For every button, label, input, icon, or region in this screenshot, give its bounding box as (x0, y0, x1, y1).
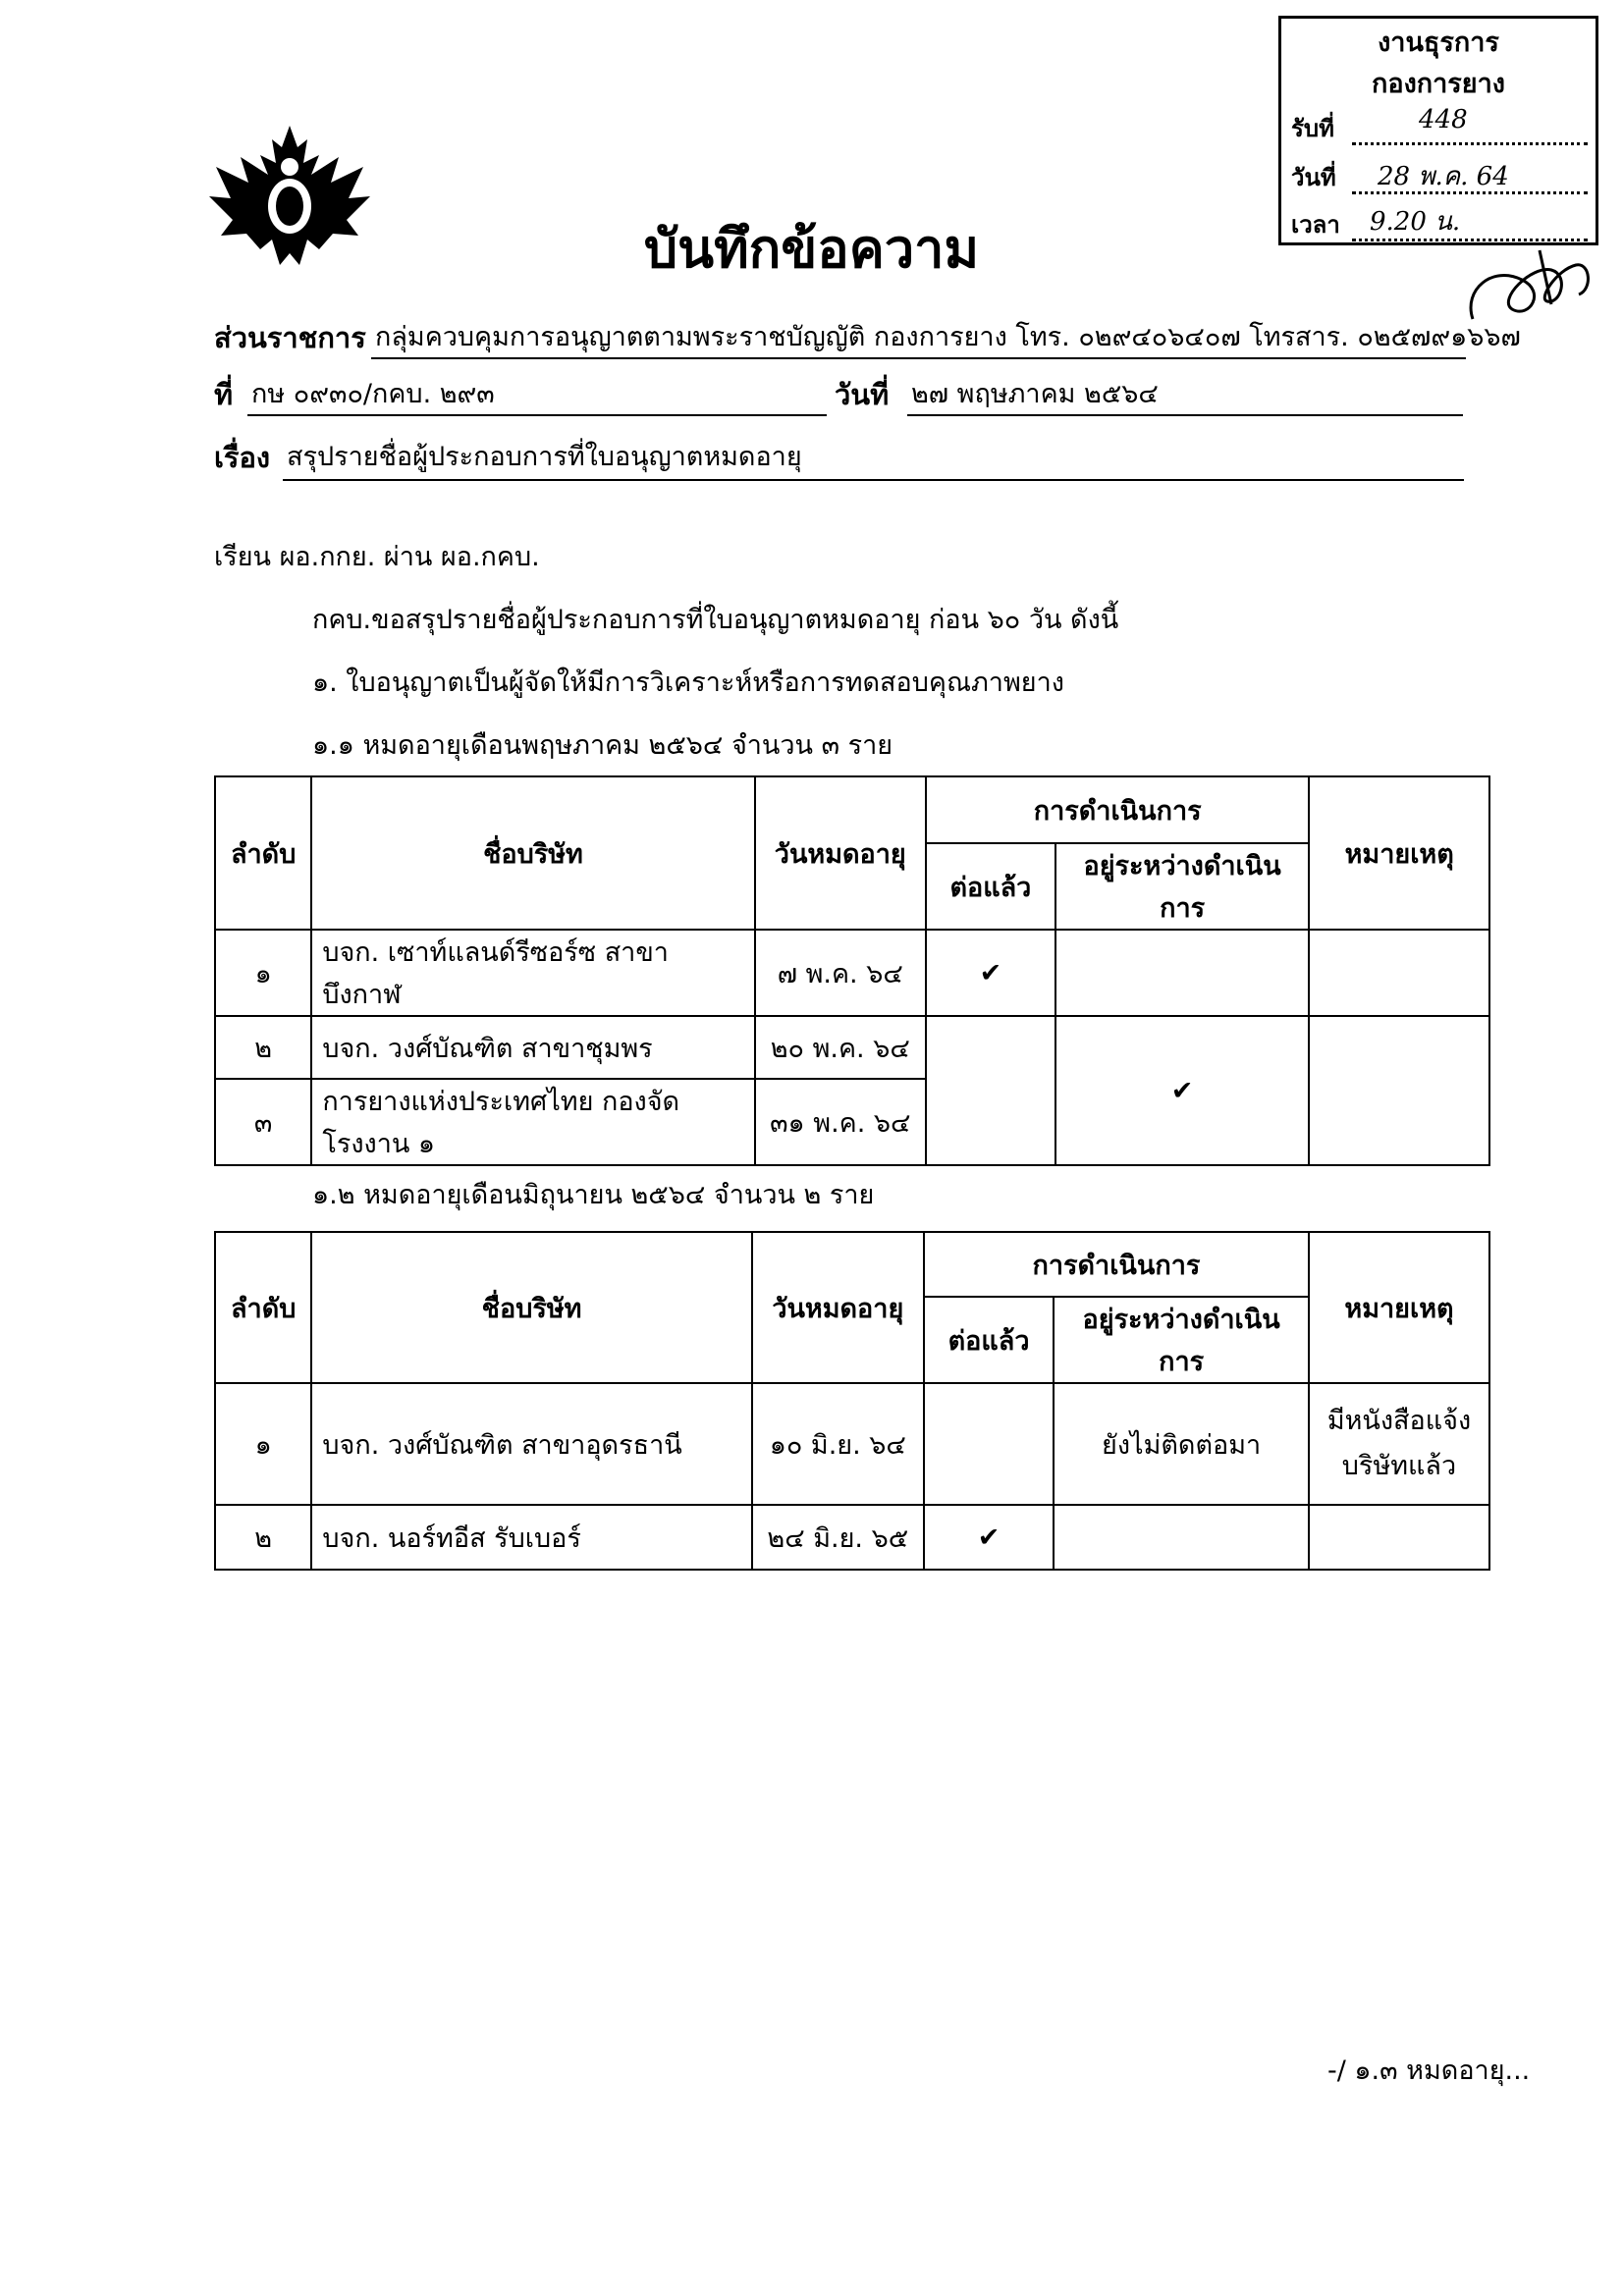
date-value: ๒๗ พฤษภาคม ๒๕๖๔ (911, 379, 1159, 409)
date-label: วันที่ (835, 378, 890, 411)
header-no: ลำดับ (215, 1232, 311, 1383)
table-row: ๒ บจก. วงศ์บัณฑิต สาขาชุมพร ๒๐ พ.ค. ๖๔ ✔ (215, 1016, 1489, 1079)
subject-value: สรุปรายชื่อผู้ประกอบการที่ใบอนุญาตหมดอายุ (287, 442, 802, 472)
table-row: ๑ บจก. เซาท์แลนด์รีซอร์ซ สาขาบึงกาฬ ๗ พ.ค. ๖๔ ✔ (215, 930, 1489, 1016)
subject-label: เรื่อง (214, 441, 271, 474)
table-row: ๓ การยางแห่งประเทศไทย กองจัดโรงงาน ๑ ๓๑ พ.ค. ๖๔ (215, 1079, 1489, 1165)
agency-label: ส่วนราชการ (214, 321, 366, 354)
stamp-date-label: วันที่ (1291, 164, 1336, 191)
header-expiry: วันหมดอายุ (755, 776, 926, 930)
header-remark: หมายเหตุ (1309, 776, 1489, 930)
stamp-time-value: 9.20 น. (1370, 207, 1461, 237)
continuation-note: -/ ๑.๓ หมดอายุ... (1327, 2056, 1531, 2086)
salutation: เรียน ผอ.กกย. ผ่าน ผอ.กคบ. (214, 542, 540, 572)
check-mark: ✔ (926, 930, 1055, 1016)
stamp-division: กองการยาง (1372, 69, 1505, 99)
agency-value: กลุ่มควบคุมการอนุญาตตามพระราชบัญญัติ กองการยาง โทร. ๐๒๙๔๐๖๔๐๗ โทรสาร. ๐๒๕๗๙๑๖๖๗ (375, 322, 1521, 352)
stamp-received-label: รับที่ (1291, 115, 1334, 142)
stamp-time-label: เวลา (1291, 211, 1340, 239)
header-remark: หมายเหตุ (1309, 1232, 1489, 1383)
header-in-progress: อยู่ระหว่างดำเนินการ (1054, 1297, 1309, 1383)
remark-cell: มีหนังสือแจ้ง บริษัทแล้ว (1309, 1383, 1489, 1505)
section-1-2-heading: ๑.๒ หมดอายุเดือนมิถุนายน ๒๕๖๔ จำนวน ๒ ราย (312, 1180, 875, 1210)
table-row: ๒ บจก. นอร์ทอีส รับเบอร์ ๒๔ มิ.ย. ๖๕ ✔ (215, 1505, 1489, 1570)
table-row: ๑ บจก. วงศ์บัณฑิต สาขาอุดรธานี ๑๐ มิ.ย. ๖๔ ยังไม่ติดต่อมา มีหนังสือแจ้ง บริษัทแล้ว (215, 1383, 1489, 1505)
header-no: ลำดับ (215, 776, 311, 930)
check-mark: ✔ (1055, 1016, 1310, 1165)
header-renewed: ต่อแล้ว (926, 843, 1055, 930)
header-expiry: วันหมดอายุ (752, 1232, 924, 1383)
header-in-progress: อยู่ระหว่างดำเนินการ (1055, 843, 1310, 930)
memo-title: บันทึกข้อความ (643, 218, 980, 280)
status-text: ยังไม่ติดต่อมา (1054, 1383, 1309, 1505)
stamp-office: งานธุรการ (1378, 27, 1499, 58)
stamp-date-value: 28 พ.ค. 64 (1378, 162, 1509, 191)
intro-paragraph: กคบ.ขอสรุปรายชื่อผู้ประกอบการที่ใบอนุญาตหมดอายุ ก่อน ๖๐ วัน ดังนี้ (312, 605, 1119, 635)
expiry-table-june (214, 1231, 1490, 1571)
ref-label: ที่ (214, 378, 234, 411)
header-company: ชื่อบริษัท (311, 1232, 751, 1383)
item-1-heading: ๑. ใบอนุญาตเป็นผู้จัดให้มีการวิเคราะห์หรือการทดสอบคุณภาพยาง (312, 667, 1064, 698)
stamp-received-value: 448 (1419, 105, 1468, 134)
header-action: การดำเนินการ (924, 1232, 1309, 1297)
header-company: ชื่อบริษัท (311, 776, 754, 930)
ref-value: กษ ๐๙๓๐/กคบ. ๒๙๓ (251, 379, 495, 409)
check-mark: ✔ (924, 1505, 1054, 1570)
expiry-table-may (214, 775, 1490, 1166)
header-renewed: ต่อแล้ว (924, 1297, 1054, 1383)
header-action: การดำเนินการ (926, 776, 1309, 843)
section-1-1-heading: ๑.๑ หมดอายุเดือนพฤษภาคม ๒๕๖๔ จำนวน ๓ ราย (312, 730, 893, 761)
